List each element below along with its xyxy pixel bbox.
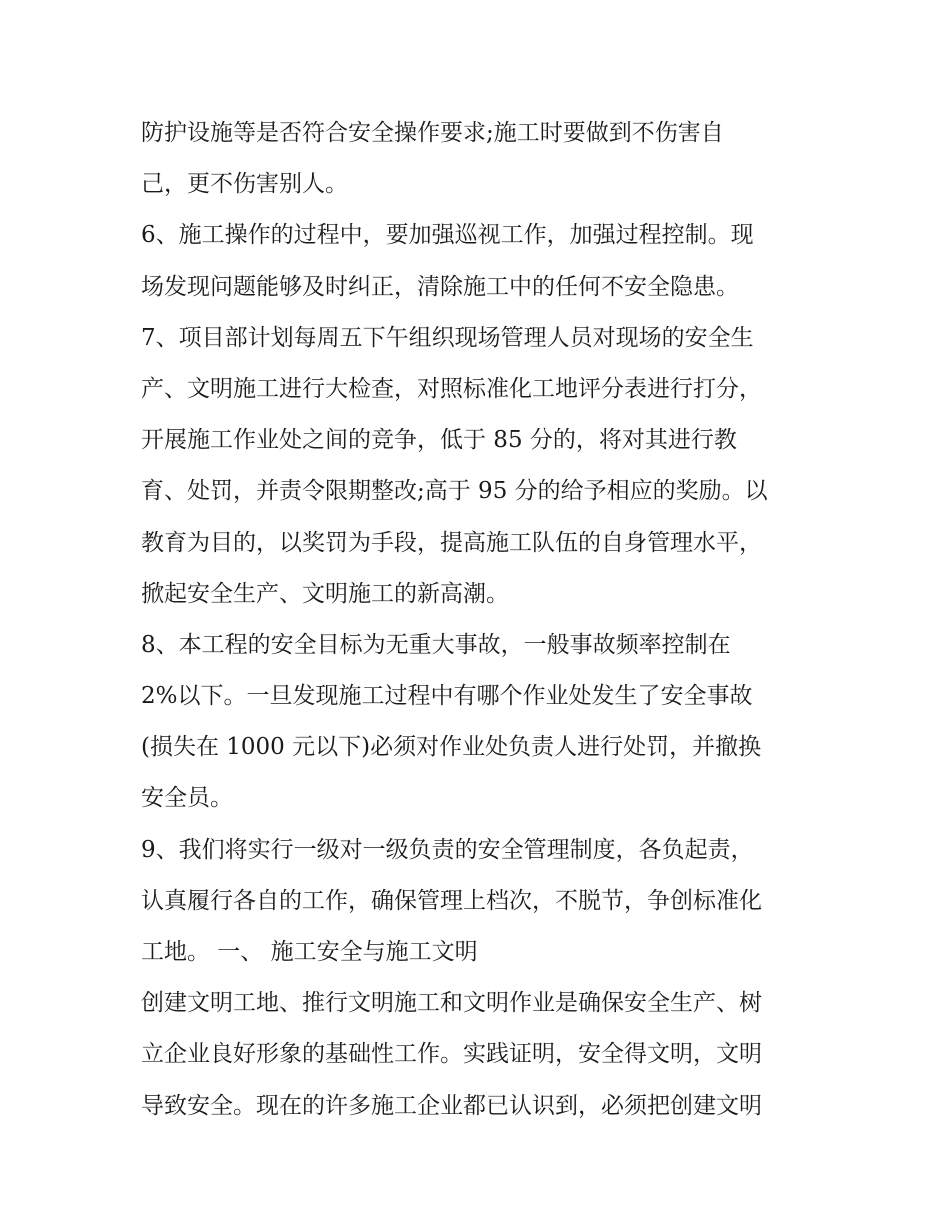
text-line: 育、处罚，并责令限期整改;高于 95 分的给予相应的奖励。以 bbox=[141, 478, 768, 505]
text-line: 掀起安全生产、文明施工的新高潮。 bbox=[141, 580, 509, 607]
text-line: 防护设施等是否符合安全操作要求;施工时要做到不伤害自 bbox=[141, 120, 724, 146]
text-line: 己，更不伤害别人。 bbox=[141, 171, 348, 198]
text-line: (损失在 1000 元以下)必须对作业处负责人进行处罚，并撤换 bbox=[141, 734, 762, 761]
text-line: 8、本工程的安全目标为无重大事故，一般事故频率控制在 bbox=[141, 631, 731, 658]
text-line: 产、文明施工进行大检查，对照标准化工地评分表进行打分， bbox=[141, 375, 762, 402]
text-line: 9、我们将实行一级对一级负责的安全管理制度，各负起责， bbox=[141, 836, 754, 863]
text-line: 创建文明工地、推行文明施工和文明作业是确保安全生产、树 bbox=[141, 990, 762, 1017]
text-line: 教育为目的，以奖罚为手段，提高施工队伍的自身管理水平， bbox=[141, 529, 762, 556]
text-line: 开展施工作业处之间的竞争，低于 85 分的，将对其进行教 bbox=[141, 427, 737, 454]
text-line: 安全员。 bbox=[141, 785, 233, 812]
text-line: 导致安全。现在的许多施工企业都已认识到，必须把创建文明 bbox=[141, 1092, 762, 1119]
text-line: 2%以下。一旦发现施工过程中有哪个作业处发生了安全事故 bbox=[141, 683, 753, 710]
text-line: 工地。 一、 施工安全与施工文明 bbox=[141, 939, 478, 965]
text-line: 6、施工操作的过程中，要加强巡视工作，加强过程控制。现 bbox=[141, 222, 754, 249]
text-line: 认真履行各自的工作，确保管理上档次，不脱节，争创标准化 bbox=[141, 887, 762, 914]
text-line: 7、项目部计划每周五下午组织现场管理人员对现场的安全生 bbox=[141, 324, 754, 351]
body-text bbox=[141, 108, 831, 1132]
text-line: 立企业良好形象的基础性工作。实践证明，安全得文明，文明 bbox=[141, 1041, 762, 1068]
text-line: 场发现问题能够及时纠正，清除施工中的任何不安全隐患。 bbox=[141, 273, 739, 300]
